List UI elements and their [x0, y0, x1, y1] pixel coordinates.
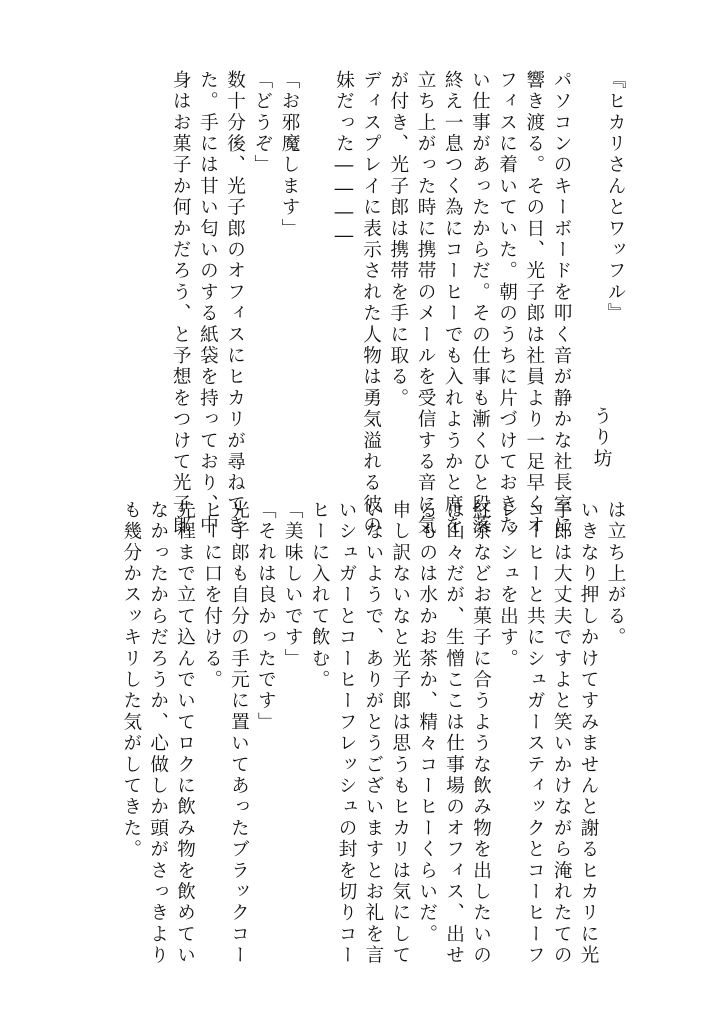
upper-text-line: 身はお菓子か何かだろう、と予想をつけて光子郎 [170, 70, 192, 537]
upper-text-line: い仕事があったからだ。その仕事も漸くひと段落 [469, 70, 491, 537]
upper-text-line: ディスプレイに表示された人物は勇気溢れる彼の [360, 70, 382, 537]
lower-text-line: るものは水かお茶か、精々コーヒーくらいだ。 [416, 500, 438, 946]
upper-text-line: 「どうぞ」 [251, 70, 273, 176]
upper-text-line: た。手には甘い匂いのする紙袋を持っており、中 [197, 70, 219, 537]
upper-text-line: 終え一息つく為にコーヒーでも入れようかと席を [442, 70, 464, 537]
lower-text-line: いないようで、ありがとうございますとお礼を言 [362, 500, 384, 967]
upper-text-line: 立ち上がった時に携帯のメールを受信する音に気 [415, 70, 436, 537]
story-title: 『ヒカリさんとワッフル』 [605, 70, 626, 325]
lower-text-line: 光子郎も自分の手元に置いてあったブラックコー [228, 500, 250, 967]
upper-text-line: 響き渡る。その日、光子郎は社員より一足早くオ [523, 70, 545, 537]
upper-text-line: パソコンのキーボードを叩く音が静かな社長室に [551, 70, 572, 537]
lower-text-line: ヒーに入れて飲む。 [309, 500, 331, 691]
lower-text-line: 紅茶などお菓子に合うような飲み物を出したいの [470, 500, 492, 967]
lower-text-line: 「美味しいです」 [282, 500, 304, 670]
upper-text-line: が付き、光子郎は携帯を手に取る。 [387, 70, 409, 410]
lower-text-line: ヒーに口を付ける。 [201, 500, 223, 691]
lower-text-line: 申し訳ないなと光子郎は思うもヒカリは気にして [389, 500, 411, 967]
upper-text-line: フィスに着いていた。朝のうちに片づけておきた [496, 70, 518, 537]
lower-text-line: 先程まで立て込んでいてロクに飲み物を飲めてい [174, 500, 196, 967]
lower-text-line: は立ち上がる。 [605, 500, 626, 649]
author-name: うり坊 [591, 406, 612, 470]
lower-text-line: は山々だが、生憎ここは仕事場のオフィス、出せ [443, 500, 465, 967]
lower-text-line: コーヒーと共にシュガースティックとコーヒーフ [524, 500, 546, 967]
upper-text-line: 妹だった―――― [333, 70, 355, 250]
upper-text-line: 数十分後、光子郎のオフィスにヒカリが尋ねてき [224, 70, 246, 537]
lower-text-line: なかったからだろうか、心做しか頭がさっきより [147, 500, 169, 967]
lower-text-line: も幾分かスッキリした気がしてきた。 [120, 500, 142, 861]
lower-text-line: いシュガーとコーヒーフレッシュの封を切りコー [336, 500, 357, 967]
lower-text-line: 子郎は大丈夫ですよと笑いかけながら淹れたての [551, 500, 573, 967]
lower-text-line: いきなり押しかけてすみませんと謝るヒカリに光 [578, 500, 600, 967]
upper-text-line: 「お邪魔します」 [279, 70, 300, 240]
lower-text-line: 「それは良かったです」 [255, 500, 277, 734]
lower-text-line: レッシュを出す。 [497, 500, 519, 670]
